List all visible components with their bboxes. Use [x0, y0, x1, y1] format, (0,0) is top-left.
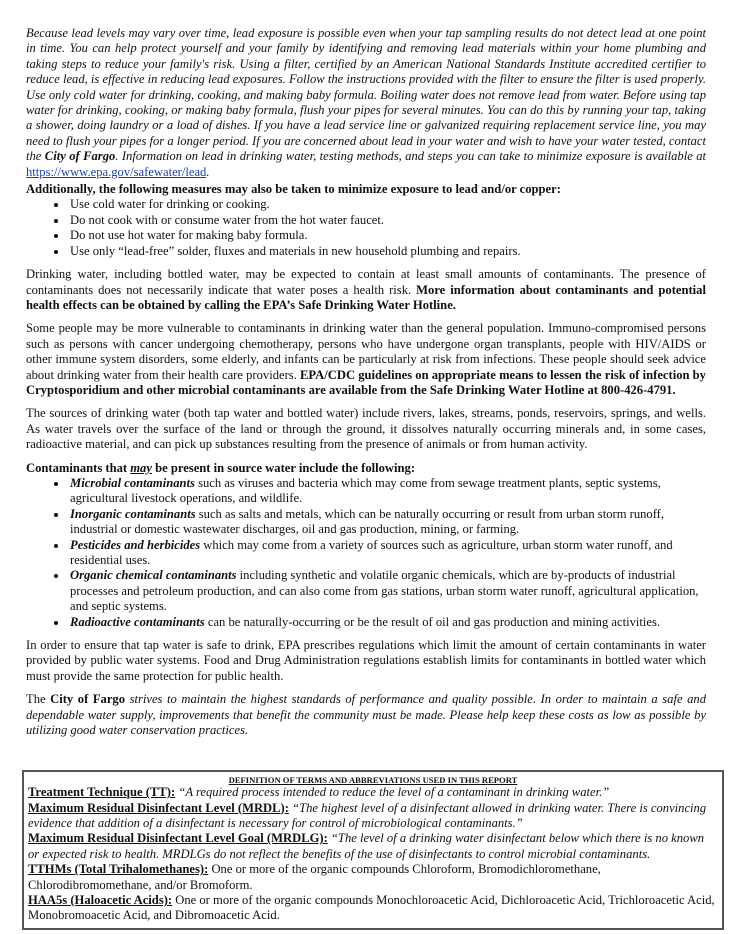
definitions-title: DEFINITION OF TERMS AND ABBREVIATIONS USED IN THIS REPORT [228, 775, 518, 785]
vulnerable-text: Some people may be more vulnerable to contaminants in drinking water than the general population. Immuno-compromised persons such as persons with cancer undergoing chemotherapy, persons who have undergone organ transplants, people with HIV/AIDS or other immune system disorders, some elderly, and infants can be particularly at risk from infections. These people should seek advice about drinking water from their health care providers. [26, 321, 706, 382]
lead-intro-paragraph [26, 26, 706, 180]
list-item [68, 507, 706, 538]
document-page [26, 26, 706, 738]
closing-the: The [26, 692, 51, 707]
list-item [68, 615, 706, 630]
def-tt [28, 785, 718, 800]
heading-pre: Contaminants that [26, 460, 131, 475]
measures-heading: Additionally, the following measures may also be taken to minimize exposure to lead and/or copper: [26, 182, 561, 197]
definitions-box [22, 770, 724, 930]
term: Organic chemical contaminants [70, 568, 237, 583]
measures-list [26, 197, 706, 259]
term: Radioactive contaminants [70, 614, 205, 629]
term-desc: which may come from a variety of sources such as agriculture, urban storm water runoff, and residential uses. [70, 537, 673, 567]
cdc-guidelines: EPA/CDC guidelines on appropriate means to lessen the risk of infection by Cryptosporidium and other microbial contaminants are available from the Safe Drinking Water Hotline at 800-426-4791. [26, 367, 706, 397]
city-name: City of Fargo [50, 692, 126, 707]
heading-post: be present in source water include the following: [151, 460, 416, 475]
def-text: “The highest level of a disinfectant allowed in drinking water. There is convincing evidence that addition of a disinfectant is necessary for control of microbiological contaminants.” [28, 800, 707, 831]
list-item: • Do not cook with or consume water from the hot water faucet. [68, 213, 706, 228]
list-item: • Do not use hot water for making baby formula. [68, 228, 706, 243]
intro-text-2: . Information on lead in drinking water, testing methods, and steps you can take to minimize exposure is available at [115, 149, 706, 164]
contaminants-paragraph [26, 267, 706, 313]
source-list-heading [26, 461, 706, 476]
heading-may: may [130, 460, 152, 475]
city-name: City of Fargo [44, 149, 116, 164]
intro-end: . [206, 164, 210, 179]
term: Microbial contaminants [70, 475, 195, 490]
def-label: Treatment Technique (TT): [28, 785, 176, 800]
def-text: One or more of the organic compounds Monochloroacetic Acid, Dichloroacetic Acid, Trichloroacetic Acid, Monobromoacetic Acid, and Dibromoacetic Acid. [28, 893, 715, 923]
epa-paragraph: In order to ensure that tap water is safe to drink, EPA prescribes regulations which limit the amount of certain contaminants in water provided by public water systems. Food and Drug Administration regulations establish limits for contaminants in bottled water which must provide the same protection for public health. [26, 638, 706, 683]
def-mrdl [28, 801, 718, 832]
term-desc: can be naturally-occurring or be the result of oil and gas production and mining activities. [204, 614, 661, 629]
sources-paragraph: The sources of drinking water (both tap water and bottled water) include rivers, lakes, streams, ponds, reservoirs, springs, and wells. As water travels over the surface of the land or through the ground, it dissolves naturally occurring minerals and, in some cases, radioactive material, and can pick up substances resulting from the presence of animals or from human activity. [26, 406, 706, 452]
intro-text: Because lead levels may vary over time, lead exposure is possible even when your tap sampling results do not detect lead at one point in time. You can help protect yourself and your family by identifying and removing lead materials within your home plumbing and taking steps to reduce your family's risk. Using a filter, certified by an American National Standards Institute accredited certifier to reduce lead, is effective in reducing lead exposures. Follow the instructions provided with the filter to ensure the filter is used properly. Use only cold water for drinking, cooking, and making baby formula. Boiling water does not remove lead from water. Before using tap water for drinking, cooking, or making baby formula, flush your pipes for several minutes. You can do this by running your tap, taking a shower, doing laundry or a load of dishes. If you have a lead service line or galvanized requiring replacement service line, you may need to flush your pipes for a longer period. If you are concerned about lead in your water and wish to have your water tested, contact the [26, 26, 706, 164]
list-item [68, 538, 706, 569]
def-label: TTHMs (Total Trihalomethanes): [28, 862, 209, 877]
def-label: HAA5s (Haloacetic Acids): [28, 893, 173, 908]
def-text: “The level of a drinking water disinfectant below which there is no known or expected risk to health. MRDLGs do not reflect the benefits of the use of disinfectants to control microbial contaminants. [28, 831, 705, 861]
hotline-info: More information about contaminants and potential health effects can be obtained by calling the EPA’s Safe Drinking Water Hotline. [26, 282, 706, 312]
list-item: • Use cold water for drinking or cooking. [68, 197, 706, 212]
contaminant-list [26, 476, 706, 630]
term-desc: including synthetic and volatile organic chemicals, which are by-products of industrial processes and petroleum production, and can also come from gas stations, urban storm water runoff, agricultural application, and septic systems. [70, 568, 699, 614]
def-tthm [28, 862, 718, 893]
def-label: Maximum Residual Disinfectant Level (MRDL): [28, 800, 289, 815]
def-mrdlg [28, 831, 718, 862]
def-label: Maximum Residual Disinfectant Level Goal (MRDLG): [28, 831, 328, 846]
term: Inorganic contaminants [70, 506, 196, 521]
closing-paragraph [26, 692, 706, 738]
contaminants-text: Drinking water, including bottled water, may be expected to contain at least small amounts of contaminants. The presence of contaminants does not necessarily indicate that water poses a health risk. [26, 267, 706, 297]
def-haa [28, 893, 718, 924]
list-item [68, 568, 706, 614]
list-item [68, 476, 706, 507]
term: Pesticides and herbicides [70, 537, 201, 552]
term-desc: such as salts and metals, which can be naturally occurring or result from urban storm runoff, industrial or domestic wastewater discharges, oil and gas production, mining, or farming. [70, 506, 665, 537]
closing-text: strives to maintain the highest standards of performance and quality possible. In order to maintain a safe and dependable water supply, improvements that benefit the community must be made. Please help keep these costs as low as possible by utilizing good water conservation practices. [26, 692, 706, 738]
def-text: “A required process intended to reduce the level of a contaminant in drinking water.” [175, 785, 610, 800]
term-desc: such as viruses and bacteria which may come from sewage treatment plants, septic systems, agricultural livestock operations, and wildlife. [70, 475, 661, 506]
def-text: One or more of the organic compounds Chloroform, Bromodichloromethane, Chlorodibromomethane, and/or Bromoform. [28, 862, 601, 892]
list-item: • Use only “lead-free” solder, fluxes and materials in new household plumbing and repairs. [68, 244, 706, 259]
epa-lead-link[interactable]: https://www.epa.gov/safewater/lead [26, 164, 207, 179]
vulnerable-paragraph [26, 321, 706, 398]
